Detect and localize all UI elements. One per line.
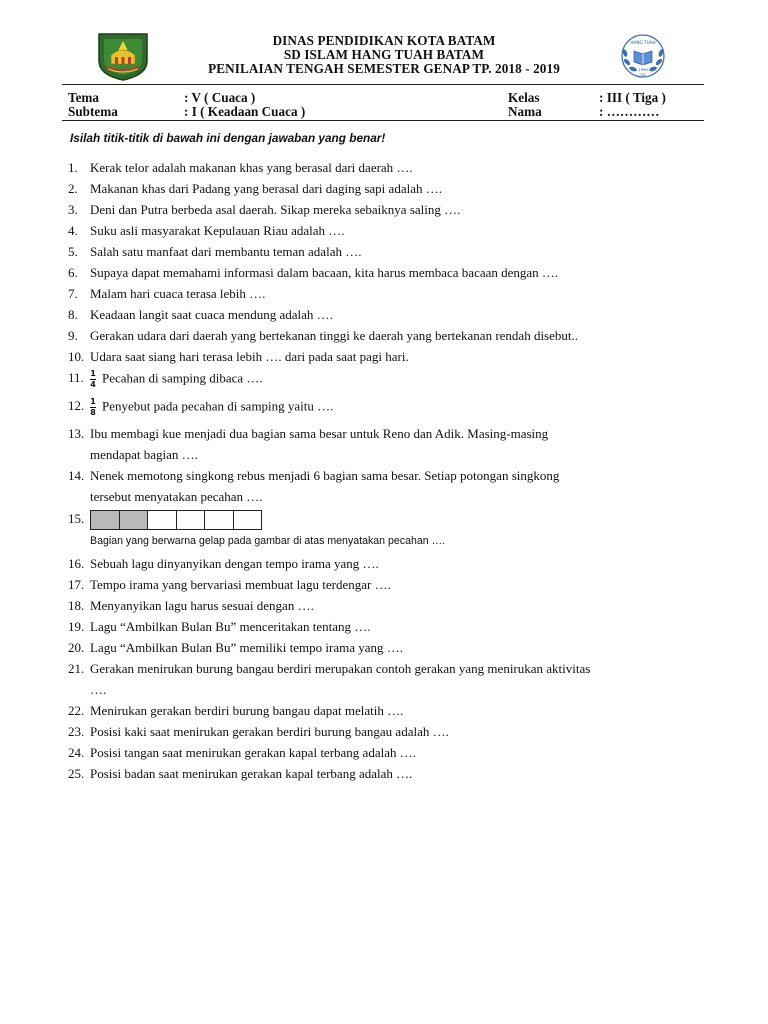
subtema-value: : I ( Keadaan Cuaca ): [184, 104, 306, 119]
kelas-value: : III ( Tiga ): [599, 90, 666, 105]
question-number: 13.: [68, 426, 85, 441]
tema-value: : V ( Cuaca ): [184, 90, 256, 105]
question-number: 10.: [68, 349, 85, 364]
question-text: Gerakan menirukan burung bangau berdiri merupakan contoh gerakan yang menirukan aktivitas: [90, 661, 591, 676]
question-text: Penyebut pada pecahan di samping yaitu ….: [102, 398, 334, 414]
question-6: [68, 265, 558, 280]
question-13-continued: mendapat bagian ….: [90, 447, 198, 462]
question-text: Posisi kaki saat menirukan gerakan berdiri burung bangau adalah ….: [90, 724, 449, 739]
fraction-denominator: 4: [90, 380, 96, 389]
shaded-cell: [119, 510, 149, 530]
fraction: [90, 398, 96, 417]
question-number: 24.: [68, 745, 85, 760]
header-school-name: SD ISLAM HANG TUAH BATAM: [283, 47, 485, 62]
question-5: [68, 244, 361, 259]
question-number: 2.: [68, 181, 78, 196]
question-number: 9.: [68, 328, 78, 343]
question-25: [68, 766, 412, 781]
question-1: [68, 160, 413, 175]
kelas-label: Kelas: [508, 90, 540, 105]
question-13: [68, 426, 548, 441]
question-number: 1.: [68, 160, 78, 175]
question-15-caption: Bagian yang berwarna gelap pada gambar di atas menyatakan pecahan ….: [90, 535, 446, 547]
question-8: [68, 307, 333, 322]
question-text: Gerakan udara dari daerah yang bertekanan tinggi ke daerah yang bertekanan rendah disebut..: [90, 328, 578, 343]
shaded-cell: [90, 510, 120, 530]
empty-cell: [233, 510, 263, 530]
question-10: [68, 349, 409, 364]
question-text: Nenek memotong singkong rebus menjadi 6 bagian sama besar. Setiap potongan singkong: [90, 468, 560, 483]
question-number: 3.: [68, 202, 78, 217]
question-text: Deni dan Putra berbeda asal daerah. Sikap mereka sebaiknya saling ….: [90, 202, 461, 217]
header-agency: DINAS PENDIDIKAN KOTA BATAM: [272, 33, 496, 48]
question-4: [68, 223, 345, 238]
question-number: 15.: [68, 511, 85, 526]
tema-label: Tema: [68, 90, 100, 105]
question-text: Supaya dapat memahami informasi dalam bacaan, kita harus membaca bacaan dengan ….: [90, 265, 559, 280]
question-number: 8.: [68, 307, 78, 322]
question-14: [68, 468, 559, 483]
question-21-continued: ….: [90, 682, 107, 697]
question-text: Pecahan di samping dibaca ….: [102, 370, 263, 386]
question-number: 6.: [68, 265, 78, 280]
question-number: 14.: [68, 468, 85, 483]
question-18: [68, 598, 314, 613]
question-number: 5.: [68, 244, 78, 259]
question-number: 25.: [68, 766, 85, 781]
empty-cell: [204, 510, 234, 530]
subtema-label: Subtema: [68, 104, 118, 119]
fraction-numerator: 1: [90, 369, 96, 378]
batam-city-emblem-icon: [96, 31, 150, 81]
nama-label: Nama: [508, 104, 542, 119]
question-text: Kerak telor adalah makanan khas yang berasal dari daerah ….: [90, 160, 413, 175]
question-text: Tempo irama yang bervariasi membuat lagu terdengar ….: [90, 577, 391, 592]
question-number: 20.: [68, 640, 85, 655]
question-number: 17.: [68, 577, 85, 592]
question-text: Salah satu manfaat dari membantu teman adalah ….: [90, 244, 362, 259]
question-14-continued: tersebut menyatakan pecahan ….: [90, 489, 263, 504]
nama-value: : …………: [599, 104, 660, 119]
empty-cell: [176, 510, 206, 530]
question-17: [68, 577, 391, 592]
question-9: [68, 328, 578, 343]
question-text: Menyanyikan lagu harus sesuai dengan ….: [90, 598, 314, 613]
question-7: [68, 286, 265, 301]
question-22: [68, 703, 403, 718]
hang-tuah-school-logo-icon: [612, 31, 674, 81]
question-11: [68, 370, 263, 389]
fraction-denominator: 8: [90, 408, 96, 417]
logo-bottom-text: SD: [640, 72, 646, 77]
question-21: [68, 661, 590, 676]
question-16: [68, 556, 379, 571]
question-2: [68, 181, 442, 196]
question-3: [68, 202, 460, 217]
question-text: Keadaan langit saat cuaca mendung adalah ….: [90, 307, 333, 322]
logo-year: 1996: [638, 67, 648, 72]
header-divider-top: [62, 84, 704, 85]
question-text: Udara saat siang hari terasa lebih …. dari pada saat pagi hari.: [90, 349, 409, 364]
question-number: 4.: [68, 223, 78, 238]
question-text: Lagu “Ambilkan Bulan Bu” memiliki tempo irama yang ….: [90, 640, 404, 655]
question-text: Menirukan gerakan berdiri burung bangau dapat melatih ….: [90, 703, 404, 718]
question-15: [68, 511, 90, 526]
question-text: Lagu “Ambilkan Bulan Bu” menceritakan tentang ….: [90, 619, 371, 634]
header-exam-title: PENILAIAN TENGAH SEMESTER GENAP TP. 2018 - 2019: [208, 61, 560, 76]
question-number: 22.: [68, 703, 85, 718]
fraction-numerator: 1: [90, 397, 96, 406]
question-number: 21.: [68, 661, 85, 676]
question-20: [68, 640, 403, 655]
question-text: Sebuah lagu dinyanyikan dengan tempo irama yang ….: [90, 556, 379, 571]
question-text: Posisi tangan saat menirukan gerakan kapal terbang adalah ….: [90, 745, 416, 760]
question-number: 23.: [68, 724, 85, 739]
question-12: [68, 398, 333, 417]
logo-top-text: HANG TUAH: [630, 40, 656, 45]
question-text: Posisi badan saat menirukan gerakan kapal terbang adalah ….: [90, 766, 413, 781]
school-header: [160, 34, 608, 76]
question-number: 19.: [68, 619, 85, 634]
question-number: 12.: [68, 398, 85, 414]
question-number: 7.: [68, 286, 78, 301]
question-text: Malam hari cuaca terasa lebih ….: [90, 286, 266, 301]
question-number: 11.: [68, 370, 84, 386]
question-text: Suku asli masyarakat Kepulauan Riau adalah ….: [90, 223, 345, 238]
fraction: [90, 370, 96, 389]
question-number: 16.: [68, 556, 85, 571]
fraction-grid: [91, 510, 262, 530]
question-24: [68, 745, 416, 760]
instruction-text: Isilah titik-titik di bawah ini dengan jawaban yang benar!: [70, 131, 386, 145]
empty-cell: [147, 510, 177, 530]
question-text: Ibu membagi kue menjadi dua bagian sama besar untuk Reno dan Adik. Masing-masing: [90, 426, 549, 441]
question-19: [68, 619, 371, 634]
question-23: [68, 724, 449, 739]
header-divider-bottom: [62, 120, 704, 121]
question-number: 18.: [68, 598, 85, 613]
question-text: Makanan khas dari Padang yang berasal dari daging sapi adalah ….: [90, 181, 442, 196]
